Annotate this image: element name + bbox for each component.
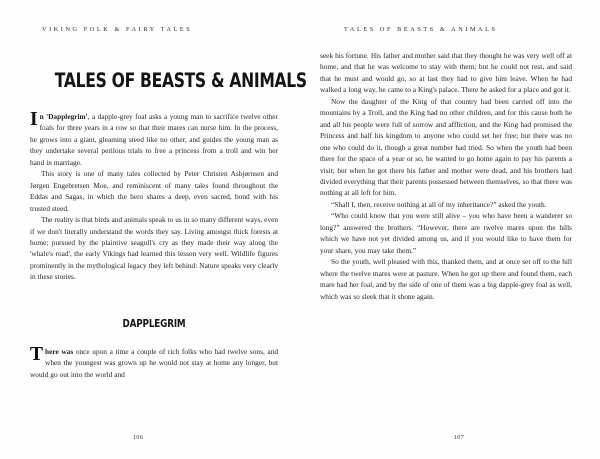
paragraph-right-3: “Shall I, then, receive nothing at all of my inheritance?” asked the youth. [331,199,547,209]
paragraph-right-1: seek his fortune. His father and mother said that they thought he was very well off at home, and that he was welcome to stay with them; but he could not rest, and said that he must and would go, so at last they had to give him leave. When he had walked a long way, he came to a King's palace. There he asked for a place and got it. [320,51,572,95]
paragraph-intro-1: I n 'Dapplegrim', a dapple-grey foal asks a young man to sacrifice twelve other foals for three years in a row so that their mares can nurse him. In the process, he grows into a giant, gleaming steed like no other, and guides the young man as they undertake several perilous trials to free a princess from a troll and win her hand in marriage. [30,109,279,167]
paragraph-right-5: So the youth, well pleased with this, thanked them, and at once set off to the hill where the twelve mares were at pasture. When he got up there and found them, each mare had her foal, and by the side of one of them was a big dapple-grey foal as well, which was so sleek that it shone again. [320,257,572,301]
paragraph-right-2: Now the daughter of the King of that country had been carried off into the mountains by a Troll, and the King had no other children, and for this cause both he and all his people were full of sorrow and affliction, and the King had promised the Princess and half his kingdom to anyone who could set her free; but there was no one who could do it, though a great number had tried. So when the youth had been there for the space of a year or so, he wanted to go home again to pay his parents a visit; but when he got there his father and mother were dead, and his brothers had divided everything that their parents possessed between themselves, so that there was nothing at all left for him. [320,96,572,198]
page-gutter [300,0,301,459]
paragraph-story-opening: T here was once upon a time a couple of rich folks who had twelve sons, and when the youngest was grown up he would not stay at home any longer, but would go out into the world and [30,343,278,379]
paragraph-right-4: “Who could know that you were still alive – you who have been a wanderer so long?” answered the brothers. “However, there are twelve mares upon the hills which we have not yet divided among us, and if you would like to have them for your share, you may take them.” [320,211,572,255]
running-head-right: TALES OF BEASTS & ANIMALS [344,26,498,33]
paragraph-body: once upon a time a couple of rich folks who had twelve sons, and when the youngest was grown up he would not stay at home any longer, but would go out into the world and [30,346,278,379]
chapter-title: TALES OF BEASTS & ANIMALS [54,69,307,92]
left-body-text [30,111,278,283]
paragraph-intro-3: The reality is that birds and animals speak to us in so many different ways, even if we don't literally understand the words they say. Living amongst thick forests at home; pursued by the plaintive seagull's cry as they made their way along the 'whale's road', the early Vikings had learned this lesson very well. Wildlife figures prominently in the mythological legacy they left behind: Nature speaks very clearly in these stories. [30,215,278,282]
lead-phrase: n 'Dapplegrim' [39,112,88,121]
paragraph-body: , a dapple-grey foal asks a young man to sacrifice twelve other foals for three years in a row so that their mares can nurse him. In the process, he grows into a giant, gleaming steed like no other, and guides the young man as they undertake several perilous trials to free a princess from a troll and win her hand in marriage. [30,112,279,167]
paragraph-intro-2: This story is one of many tales collected by Peter Christen Asbjørnsen and Jørgen Engebretsen Moe, and reminiscent of many tales found throughout the Eddas and Sagas, in which the hero shares a deep, even sacred, bond with his trusted steed. [30,169,278,213]
page-number-left: 106 [132,434,144,441]
lead-phrase: here was [45,346,74,356]
page-number-right: 107 [453,434,465,441]
right-body-text [320,50,572,302]
story-opening-block [30,343,278,380]
story-title: DAPPLEGRIM [122,316,186,330]
running-head-left: VIKING FOLK & FAIRY TALES [42,26,193,33]
page-right [300,0,600,459]
